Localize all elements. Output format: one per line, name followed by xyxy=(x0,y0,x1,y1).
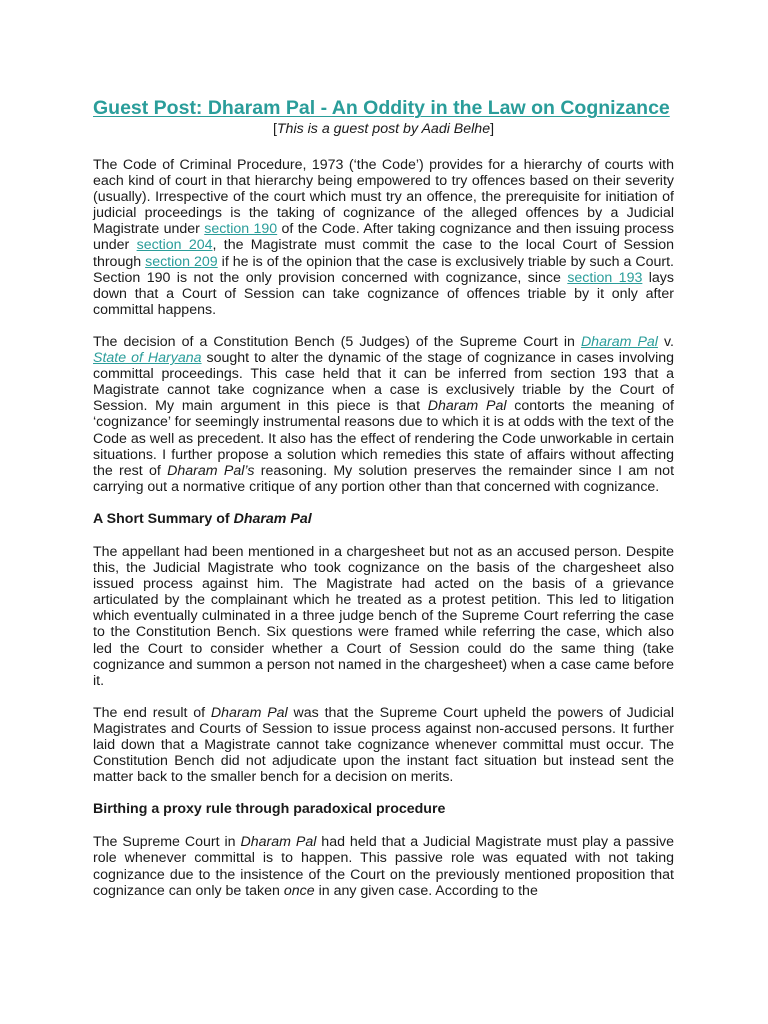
section-heading-summary xyxy=(93,511,674,527)
paragraph-text: reasoning. My solution preserves the remainder since I am not carrying out a normative critique of any portion other than that concerned with cognizance. xyxy=(93,462,675,495)
paragraph-passive-role xyxy=(93,834,674,898)
paragraph-text: The Supreme Court in xyxy=(93,834,241,851)
case-name: Dharam Pal xyxy=(427,398,507,415)
paragraph-intro xyxy=(93,157,674,318)
paragraph-text: v. xyxy=(657,333,674,350)
case-name: Dharam Pal’s xyxy=(167,462,255,479)
paragraph-text: had held that a Judicial Magistrate must play a passive role whenever committal is to happen. This passive role was equated with not taking cognizance due to the insistence of the Court on the previously mentioned proposition that cognizance can only be taken xyxy=(93,834,674,899)
paragraph-end-result xyxy=(93,705,674,785)
paragraph-text: if he is of the opinion that the case is exclusively triable by such a Court. Section 190 is not the only provision concerned with cognizance, since xyxy=(93,253,674,286)
paragraph-text: The Code of Criminal Procedure, 1973 (‘the Code’) provides for a hierarchy of courts with each kind of court in that hierarchy being empowered to try offences based on their severity (usually). Irrespective of the court which must try an offence, the prerequisite for initiation of judicial proceedings is the taking of cognizance of the alleged offences by a Judicial Magistrate under xyxy=(93,157,674,238)
paragraph-text: sought to alter the dynamic of the stage of cognizance in cases involving committal proceedings. This case held that it can be inferred from section 193 that a Magistrate cannot take cognizance when a case is exclusively triable by the Court of Session. My main argument in this piece is that xyxy=(93,350,674,415)
case-name: Dharam Pal xyxy=(580,333,658,350)
paragraph-text: lays down that a Court of Session can take cognizance of offences triable by it only after committal happens. xyxy=(93,269,674,318)
paragraph-text: was that the Supreme Court upheld the powers of Judicial Magistrates and Courts of Session to issue process against non-accused persons. It further laid down that a Magistrate cannot take cognizance whenever committal must occur. The Constitution Bench did not adjudicate upon the instant fact situation but instead sent the matter back to the smaller bench for a decision on merits. xyxy=(93,704,674,786)
heading-text: A Short Summary of xyxy=(93,510,234,527)
case-name: Dharam Pal xyxy=(233,510,312,527)
link-state-of-haryana[interactable] xyxy=(93,350,202,366)
link-section-190[interactable]: section 190 xyxy=(204,221,278,238)
byline xyxy=(93,121,674,137)
byline-text: This is a guest post by Aadi Belhe xyxy=(276,121,491,137)
post-title[interactable]: Guest Post: Dharam Pal - An Oddity in the Law on Cognizance xyxy=(93,97,670,119)
link-section-204[interactable]: section 204 xyxy=(136,237,213,254)
case-name: Dharam Pal xyxy=(240,834,317,851)
paragraph-text: The decision of a Constitution Bench (5 Judges) of the Supreme Court in xyxy=(93,333,581,350)
byline-close-bracket: ] xyxy=(490,121,495,137)
case-name: Dharam Pal xyxy=(210,704,288,721)
byline-open-bracket: [ xyxy=(272,121,277,137)
paragraph-text: in any given case. According to the xyxy=(314,882,538,899)
paragraph-text: The end result of xyxy=(93,704,211,721)
link-section-209[interactable]: section 209 xyxy=(145,253,218,270)
link-section-193[interactable]: section 193 xyxy=(567,269,643,286)
section-heading-proxy-rule: Birthing a proxy rule through paradoxical procedure xyxy=(93,801,446,818)
link-dharam-pal[interactable] xyxy=(581,334,658,350)
emphasis-text: once xyxy=(283,882,315,899)
paragraph-text: contorts the meaning of ‘cognizance’ for seemingly instrumental reasons due to which it is at odds with the text of the Code as well as precedent. It also has the effect of rendering the Code unworkable in certain situations. I further propose a solution which remedies this state of affairs without affecting the rest of xyxy=(93,398,674,479)
paragraph-facts: The appellant had been mentioned in a chargesheet but not as an accused person. Despite this, the Judicial Magistrate who took cognizance on the basis of the chargesheet also issued process against him. The Magistrate had acted on the basis of a grievance articulated by the complainant which he treated as a protest petition. This led to litigation which eventually culminated in a three judge bench of the Supreme Court referring the case to the Constitution Bench. Six questions were framed while referring the case, which also led the Court to consider whether a Court of Session could do the same thing (take cognizance and summon a person not named in the chargesheet) when a case came before it. xyxy=(93,543,674,689)
paragraph-text: of the Code. After taking cognizance and then issuing process under xyxy=(93,221,674,254)
case-name: State of Haryana xyxy=(93,350,202,367)
paragraph-text: , the Magistrate must commit the case to the local Court of Session through xyxy=(93,237,674,270)
paragraph-constitution-bench xyxy=(93,334,674,495)
